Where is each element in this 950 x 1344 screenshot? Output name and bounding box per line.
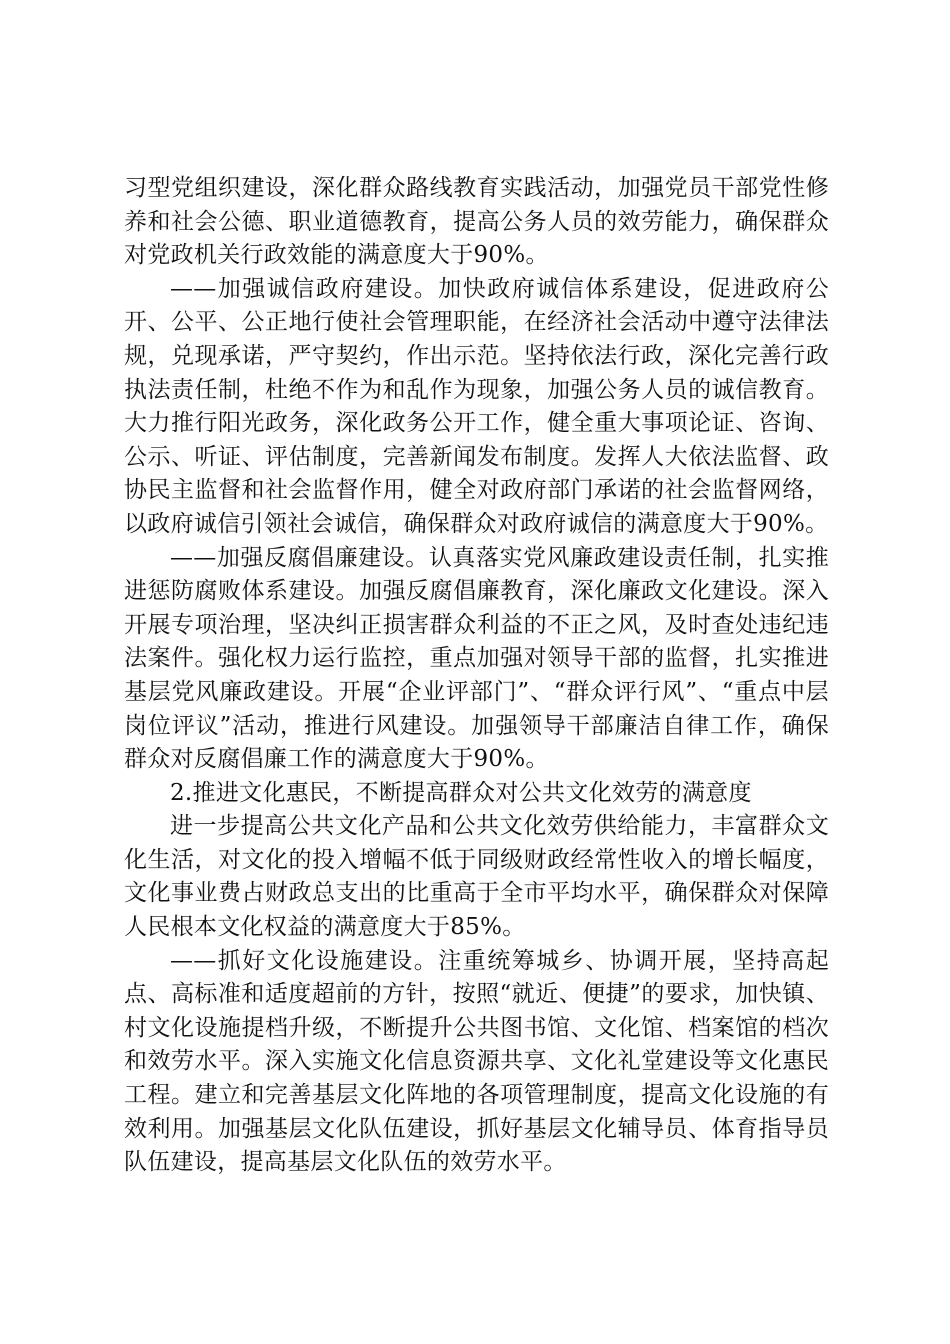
paragraph-anti-corruption: ——加强反腐倡廉建设。认真落实党风廉政建设责任制，扎实推进惩防腐败体系建设。加强反腐倡廉教育，深化廉政文化建设。深入开展专项治理，坚决纠正损害群众利益的不正之风，及时查处违纪违法案件。强化权力运行监控，重点加强对领导干部的监督，扎实推进基层党风廉政建设。开展“企业评部门”、“群众评行风”、“重点中层岗位评议”活动，推进行风建设。加强领导干部廉洁自律工作，确保群众对反腐倡廉工作的满意度大于90%。 xyxy=(124,544,829,773)
section-heading-culture: 2.推进文化惠民，不断提高群众对公共文化效劳的满意度 xyxy=(170,779,752,806)
paragraph-integrity-government: ——加强诚信政府建设。加快政府诚信体系建设，促进政府公开、公平、公正地行使社会管理职能，在经济社会活动中遵守法律法规，兑现承诺，严守契约，作出示范。坚持依法行政，深化完善行政执法责任制，杜绝不作为和乱作为现象，加强公务人员的诚信教育。大力推行阳光政务，深化政务公开工作，健全重大事项论证、咨询、公示、听证、评估制度，完善新闻发布制度。发挥人大依法监督、政协民主监督和社会监督作用，健全对政府部门承诺的社会监督网络，以政府诚信引领社会诚信，确保群众对政府诚信的满意度大于90%。 xyxy=(124,275,829,537)
paragraph-continuation: 习型党组织建设，深化群众路线教育实践活动，加强党员干部党性修养和社会公德、职业道德教育，提高公务人员的效劳能力，确保群众对党政机关行政效能的满意度大于90%。 xyxy=(124,175,829,269)
paragraph-culture-supply: 进一步提高公共文化产品和公共文化效劳供给能力，丰富群众文化生活，对文化的投入增幅不低于同级财政经常性收入的增长幅度，文化事业费占财政总支出的比重高于全市平均水平，确保群众对保障人民根本文化权益的满意度大于85%。 xyxy=(124,813,829,941)
paragraph-culture-facilities: ——抓好文化设施建设。注重统筹城乡、协调开展，坚持高起点、高标准和适度超前的方针，按照“就近、便捷”的要求，加快镇、村文化设施提档升级，不断提升公共图书馆、文化馆、档案馆的档次和效劳水平。深入实施文化信息资源共享、文化礼堂建设等文化惠民工程。建立和完善基层文化阵地的各项管理制度，提高文化设施的有效利用。加强基层文化队伍建设，抓好基层文化辅导员、体育指导员队伍建设，提高基层文化队伍的效劳水平。 xyxy=(124,947,829,1176)
document-body xyxy=(124,172,829,1180)
